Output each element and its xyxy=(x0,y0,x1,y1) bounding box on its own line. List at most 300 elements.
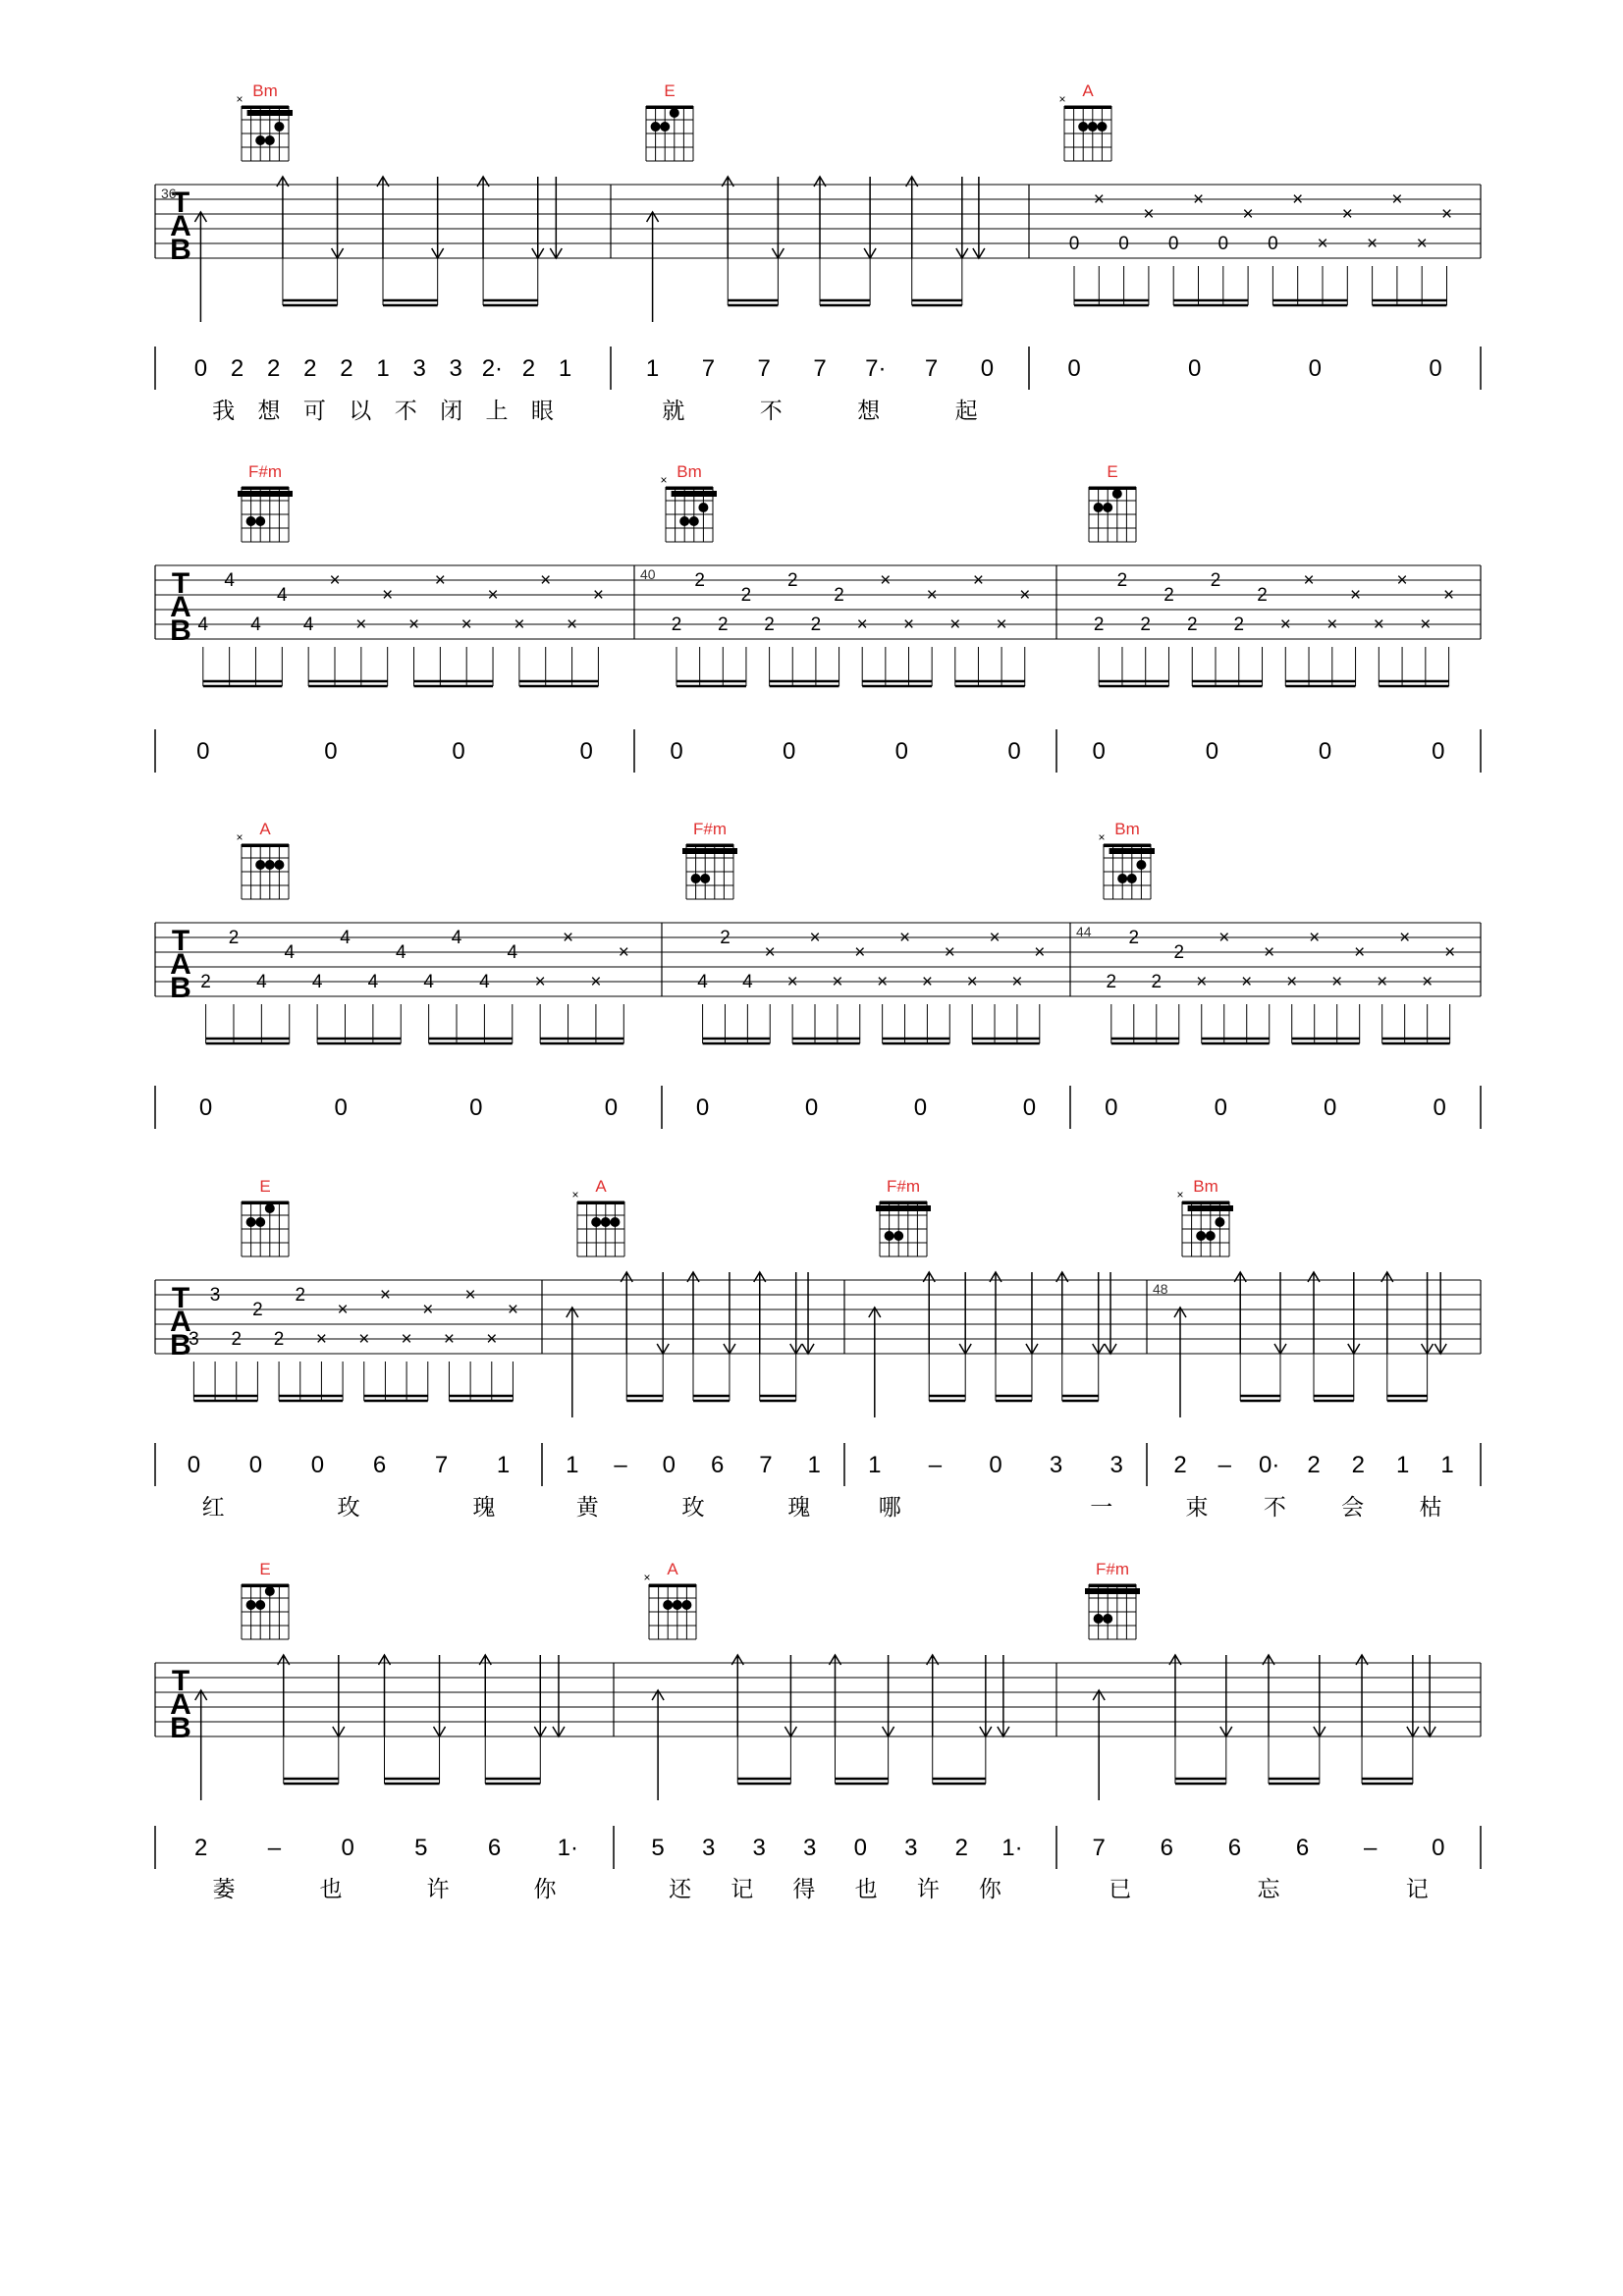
fret-number: 4 xyxy=(197,614,209,635)
jianpu-note: 0 xyxy=(196,738,210,765)
fret-number: 2 xyxy=(252,1300,263,1320)
jianpu-note: 2 xyxy=(954,1835,969,1861)
mute-marker: × xyxy=(660,473,668,487)
muted-note: × xyxy=(880,570,892,591)
mute-marker: × xyxy=(236,92,243,106)
measure-number: 40 xyxy=(640,566,656,582)
lyric-char: 不 xyxy=(394,398,417,423)
lyric-char: 束 xyxy=(1185,1494,1209,1520)
finger-dot xyxy=(1112,489,1122,499)
lyric-char: 不 xyxy=(759,398,783,423)
fret-number: 2 xyxy=(1106,972,1117,992)
jianpu-note: 0· xyxy=(1258,1452,1280,1478)
lyric-char: 瑰 xyxy=(472,1494,496,1520)
fret-number: 2 xyxy=(718,614,729,635)
chord-name: A xyxy=(259,820,271,838)
jianpu-note: 3 xyxy=(1109,1452,1123,1478)
chord-diagram xyxy=(660,462,717,542)
finger-dot xyxy=(255,135,265,145)
fret-number: 4 xyxy=(507,942,518,963)
jianpu-note: 0 xyxy=(1205,738,1219,765)
fret-number: × xyxy=(1292,189,1304,210)
barre xyxy=(1085,1588,1140,1594)
chord-name: A xyxy=(667,1560,678,1578)
jianpu-note: 1 xyxy=(558,355,572,382)
muted-note: × xyxy=(514,614,525,635)
fret-number: 4 xyxy=(311,972,323,992)
jianpu-note: 0 xyxy=(1433,1095,1446,1121)
jianpu-note: 0 xyxy=(1187,355,1202,382)
jianpu-note: 6 xyxy=(1160,1835,1173,1861)
muted-note: × xyxy=(443,1329,455,1350)
jianpu-note: 2 xyxy=(521,355,536,382)
muted-note: × xyxy=(592,585,604,606)
muted-note: × xyxy=(1303,570,1315,591)
fret-number: 2 xyxy=(786,570,798,591)
muted-note: × xyxy=(1011,972,1023,992)
jianpu-note: 0 xyxy=(782,738,796,765)
jianpu-note: 0 xyxy=(913,1095,928,1121)
jianpu-note: 0 xyxy=(1318,738,1332,765)
tab-clef: A xyxy=(170,1306,191,1338)
chord-name: F#m xyxy=(248,462,282,481)
fret-number: × xyxy=(1242,204,1254,225)
jianpu-note: 0 xyxy=(695,1095,710,1121)
finger-dot xyxy=(1136,860,1146,870)
fret-number: 4 xyxy=(395,942,406,963)
fret-number: 0 xyxy=(1068,234,1080,254)
chord-diagram xyxy=(1085,1560,1140,1639)
fret-number: 2 xyxy=(671,614,682,635)
fret-number: 2 xyxy=(200,972,211,992)
fret-number: 2 xyxy=(1257,585,1268,606)
lyric-char: 许 xyxy=(916,1876,940,1901)
finger-dot xyxy=(265,1586,275,1596)
lyric-char: 起 xyxy=(954,398,978,423)
chord-diagram xyxy=(238,462,293,542)
fret-number: × xyxy=(1192,189,1205,210)
chord-diagram xyxy=(236,81,293,161)
measure-number: 36 xyxy=(161,186,177,201)
fret-number: 0 xyxy=(1167,234,1179,254)
jianpu-note: 0 xyxy=(1324,1095,1337,1121)
muted-note: × xyxy=(534,972,546,992)
jianpu-note: 2· xyxy=(481,355,504,382)
jianpu-note: 7 xyxy=(924,355,939,382)
measure xyxy=(670,570,1030,765)
mute-marker: × xyxy=(571,1188,579,1201)
fret-number: 2 xyxy=(231,1329,243,1350)
muted-note: × xyxy=(355,614,367,635)
chord-diagram xyxy=(236,820,289,899)
muted-note: × xyxy=(1309,928,1321,948)
fret-number: 2 xyxy=(740,585,752,606)
lyric-char: 也 xyxy=(854,1876,878,1901)
chord-diagram xyxy=(1058,81,1111,161)
measure xyxy=(196,570,604,765)
finger-dot xyxy=(663,1600,673,1610)
lyric-char: 许 xyxy=(426,1876,450,1901)
jianpu-note: 0 xyxy=(193,355,208,382)
tab-clef: B xyxy=(170,234,191,266)
fret-number: 2 xyxy=(1151,972,1163,992)
fret-number: 3 xyxy=(189,1329,199,1350)
jianpu-note: – xyxy=(928,1452,943,1478)
finger-dot xyxy=(246,1600,256,1610)
barre xyxy=(682,848,737,854)
lyric-char: 就 xyxy=(662,398,685,423)
jianpu-note: 0 xyxy=(980,355,995,382)
muted-note: × xyxy=(507,1300,519,1320)
muted-note: × xyxy=(1373,614,1384,635)
jianpu-note: 6 xyxy=(372,1452,387,1478)
muted-note: × xyxy=(1341,204,1353,225)
jianpu-note: 2 xyxy=(1351,1452,1366,1478)
lyric-char: 会 xyxy=(1341,1494,1365,1520)
chord-diagram xyxy=(1089,462,1136,542)
lyric-char: 瑰 xyxy=(787,1494,811,1520)
jianpu-note: 6 xyxy=(1227,1835,1242,1861)
fret-number: 4 xyxy=(250,614,261,635)
jianpu-note: 0 xyxy=(469,1095,483,1121)
finger-dot xyxy=(274,860,284,870)
finger-dot xyxy=(698,503,708,512)
jianpu-note: – xyxy=(1217,1452,1232,1478)
finger-dot xyxy=(691,874,701,883)
jianpu-note: 2 xyxy=(303,355,317,382)
muted-note: × xyxy=(567,614,578,635)
jianpu-note: 0 xyxy=(248,1452,263,1478)
chord-name: Bm xyxy=(676,462,702,481)
muted-note: × xyxy=(379,1285,391,1306)
fret-number: 3 xyxy=(209,1285,221,1306)
jianpu-note: 0 xyxy=(1007,738,1021,765)
jianpu-note: 5 xyxy=(414,1835,428,1861)
barre xyxy=(672,491,717,497)
chord-name: A xyxy=(595,1177,607,1196)
chord-diagram xyxy=(571,1177,624,1256)
finger-dot xyxy=(1097,122,1107,132)
jianpu-note: 0 xyxy=(1022,1095,1037,1121)
finger-dot xyxy=(660,122,670,132)
lyric-char: 不 xyxy=(1263,1494,1286,1520)
finger-dot xyxy=(601,1217,611,1227)
muted-note: × xyxy=(972,570,985,591)
finger-dot xyxy=(591,1217,601,1227)
muted-note: × xyxy=(786,972,798,992)
measure xyxy=(1093,570,1455,765)
finger-dot xyxy=(1127,874,1137,883)
mute-marker: × xyxy=(236,830,243,844)
jianpu-note: 2 xyxy=(1307,1452,1321,1478)
barre xyxy=(238,491,293,497)
jianpu-note: 0 xyxy=(804,1095,819,1121)
jianpu-note: 0 xyxy=(662,1452,676,1478)
jianpu-note: 7 xyxy=(701,355,716,382)
mute-marker: × xyxy=(1176,1188,1184,1201)
lyric-char: 一 xyxy=(1090,1494,1113,1520)
jianpu-note: 0 xyxy=(1105,1095,1118,1121)
finger-dot xyxy=(1094,503,1104,512)
fret-number: 4 xyxy=(277,585,288,606)
chord-name: Bm xyxy=(252,81,278,100)
jianpu-note: 0 xyxy=(853,1835,867,1861)
muted-note: × xyxy=(1399,928,1411,948)
lyric-char: 闭 xyxy=(440,398,463,423)
chord-diagram xyxy=(1176,1177,1233,1256)
fret-number: 4 xyxy=(697,972,708,992)
chord-diagram xyxy=(242,1560,289,1639)
lyric-char: 萎 xyxy=(212,1876,236,1901)
muted-note: × xyxy=(949,614,961,635)
finger-dot xyxy=(670,108,679,118)
muted-note: × xyxy=(1317,234,1328,254)
jianpu-note: 6 xyxy=(710,1452,725,1478)
tab-clef: T xyxy=(171,1665,190,1697)
jianpu-note: 7 xyxy=(757,355,771,382)
muted-note: × xyxy=(1034,942,1046,963)
chord-name: F#m xyxy=(693,820,727,838)
jianpu-note: – xyxy=(614,1452,627,1478)
finger-dot xyxy=(681,1600,691,1610)
fret-number: 2 xyxy=(764,614,775,635)
jianpu-note: 7· xyxy=(865,355,887,382)
muted-note: × xyxy=(1422,972,1434,992)
muted-note: × xyxy=(1354,942,1366,963)
jianpu-note: 1 xyxy=(566,1452,579,1478)
muted-note: × xyxy=(898,928,911,948)
muted-note: × xyxy=(1326,614,1338,635)
jianpu-note: 3 xyxy=(752,1835,766,1861)
jianpu-note: 0 xyxy=(579,738,593,765)
jianpu-note: 0 xyxy=(310,1452,325,1478)
finger-dot xyxy=(255,1600,265,1610)
jianpu-note: 0 xyxy=(452,738,465,765)
muted-note: × xyxy=(407,614,420,635)
finger-dot xyxy=(1103,1614,1112,1624)
jianpu-note: 0 xyxy=(1429,355,1442,382)
jianpu-note: 6 xyxy=(1295,1835,1310,1861)
muted-note: × xyxy=(315,1329,327,1350)
tab-clef: A xyxy=(170,948,191,981)
lyric-char: 忘 xyxy=(1257,1876,1280,1901)
fret-number: 2 xyxy=(295,1285,306,1306)
finger-dot xyxy=(1103,503,1112,512)
jianpu-note: – xyxy=(267,1835,282,1861)
tab-clef: T xyxy=(171,187,190,219)
jianpu-note: 7 xyxy=(759,1452,773,1478)
muted-note: × xyxy=(1440,204,1453,225)
fret-number: 4 xyxy=(479,972,490,992)
finger-dot xyxy=(265,860,275,870)
jianpu-note: 1· xyxy=(557,1835,578,1861)
finger-dot xyxy=(673,1600,682,1610)
lyric-char: 以 xyxy=(349,398,372,423)
jianpu-note: 5 xyxy=(651,1835,665,1861)
barre xyxy=(1109,848,1155,854)
jianpu-note: 7 xyxy=(434,1452,449,1478)
muted-note: × xyxy=(989,928,1001,948)
chord-name: E xyxy=(1107,462,1118,481)
system-row xyxy=(155,462,1481,773)
muted-note: × xyxy=(944,942,955,963)
muted-note: × xyxy=(856,614,868,635)
finger-dot xyxy=(1215,1217,1224,1227)
finger-dot xyxy=(885,1231,894,1241)
jianpu-note: 2 xyxy=(1173,1452,1187,1478)
jianpu-note: 0 xyxy=(324,738,338,765)
jianpu-note: 1 xyxy=(1395,1452,1410,1478)
jianpu-note: 0 xyxy=(1092,738,1106,765)
fret-number: 2 xyxy=(1186,614,1198,635)
fret-number: 2 xyxy=(694,570,705,591)
lyric-char: 上 xyxy=(485,398,509,423)
lyric-char: 眼 xyxy=(530,398,554,423)
muted-note: × xyxy=(486,1329,498,1350)
muted-note: × xyxy=(1286,972,1298,992)
jianpu-note: 0 xyxy=(670,738,683,765)
fret-number: 2 xyxy=(228,928,240,948)
finger-dot xyxy=(246,1217,256,1227)
tab-clef: T xyxy=(171,567,190,600)
jianpu-note: 1 xyxy=(645,355,660,382)
fret-number: 4 xyxy=(284,942,296,963)
fret-number: 2 xyxy=(1173,942,1185,963)
chord-name: F#m xyxy=(887,1177,920,1196)
fret-number: 2 xyxy=(1128,928,1140,948)
measure-number: 48 xyxy=(1153,1281,1168,1297)
tab-clef: T xyxy=(171,1282,190,1314)
jianpu-note: 3 xyxy=(1049,1452,1063,1478)
jianpu-note: 2 xyxy=(230,355,244,382)
lyric-char: 已 xyxy=(1109,1876,1132,1901)
muted-note: × xyxy=(487,585,499,606)
lyric-char: 也 xyxy=(319,1876,343,1901)
finger-dot xyxy=(265,135,275,145)
lyric-char: 枯 xyxy=(1419,1494,1442,1520)
lyric-char: 可 xyxy=(302,398,326,423)
jianpu-note: 3 xyxy=(449,355,462,382)
fret-number: 2 xyxy=(273,1329,285,1350)
finger-dot xyxy=(246,516,256,526)
muted-note: × xyxy=(1396,570,1408,591)
mute-marker: × xyxy=(643,1571,651,1584)
jianpu-note: 3 xyxy=(803,1835,817,1861)
system-row xyxy=(155,81,1481,423)
muted-note: × xyxy=(382,585,394,606)
chord-diagram xyxy=(876,1177,931,1256)
muted-note: × xyxy=(1367,234,1379,254)
muted-note: × xyxy=(1279,614,1291,635)
jianpu-note: 0 xyxy=(1067,355,1081,382)
fret-number: 0 xyxy=(1268,234,1278,254)
fret-number: × xyxy=(1143,204,1155,225)
jianpu-note: – xyxy=(1364,1835,1378,1861)
chord-diagram xyxy=(1098,820,1155,899)
lyric-char: 你 xyxy=(533,1876,557,1901)
tab-clef: A xyxy=(170,1688,191,1721)
jianpu-note: 0 xyxy=(604,1095,619,1121)
finger-dot xyxy=(893,1231,903,1241)
muted-note: × xyxy=(854,942,866,963)
fret-number: 2 xyxy=(1116,570,1128,591)
jianpu-note: 1 xyxy=(376,355,390,382)
jianpu-note: 3 xyxy=(904,1835,918,1861)
muted-note: × xyxy=(464,1285,476,1306)
fret-number: 4 xyxy=(340,928,351,948)
measure-number: 44 xyxy=(1076,924,1092,939)
muted-note: × xyxy=(590,972,602,992)
jianpu-note: 1 xyxy=(807,1452,821,1478)
chord-name: Bm xyxy=(1193,1177,1218,1196)
fret-number: 2 xyxy=(1163,585,1174,606)
chord-name: E xyxy=(259,1177,271,1196)
lyric-char: 玫 xyxy=(681,1494,705,1520)
fret-number: 4 xyxy=(742,972,753,992)
chord-name: A xyxy=(1082,81,1094,100)
fret-number: × xyxy=(1093,189,1105,210)
measure xyxy=(1105,928,1455,1121)
muted-note: × xyxy=(921,972,933,992)
jianpu-note: 1· xyxy=(1001,1835,1023,1861)
fret-number: 2 xyxy=(810,614,822,635)
jianpu-note: 0 xyxy=(198,1095,213,1121)
chord-diagram xyxy=(242,1177,289,1256)
jianpu-note: 0 xyxy=(341,1835,354,1861)
jianpu-note: 7 xyxy=(1092,1835,1106,1861)
fret-number: 2 xyxy=(1093,614,1105,635)
fret-number: 4 xyxy=(256,972,267,992)
muted-note: × xyxy=(1350,585,1362,606)
finger-dot xyxy=(610,1217,620,1227)
finger-dot xyxy=(255,860,265,870)
finger-dot xyxy=(255,1217,265,1227)
fret-number: 2 xyxy=(1233,614,1245,635)
lyric-char: 我 xyxy=(212,398,236,423)
chord-name: Bm xyxy=(1114,820,1140,838)
muted-note: × xyxy=(540,570,552,591)
jianpu-note: 0 xyxy=(989,1452,1002,1478)
tab-clef: T xyxy=(171,925,190,957)
lyric-char: 想 xyxy=(257,398,281,423)
tab-clef: B xyxy=(170,614,191,647)
measure xyxy=(199,928,629,1121)
chord-diagram xyxy=(643,1560,696,1639)
muted-note: × xyxy=(460,614,472,635)
fret-number: 0 xyxy=(1118,234,1129,254)
tab-clef: B xyxy=(170,1329,191,1362)
jianpu-note: 0 xyxy=(1432,1835,1445,1861)
muted-note: × xyxy=(966,972,978,992)
measure xyxy=(1067,189,1452,382)
jianpu-note: 2 xyxy=(194,1835,208,1861)
muted-note: × xyxy=(1241,972,1253,992)
measure xyxy=(696,928,1045,1121)
jianpu-note: 0 xyxy=(1432,738,1445,765)
finger-dot xyxy=(274,122,284,132)
chord-diagram xyxy=(646,81,693,161)
chord-name: F#m xyxy=(1096,1560,1129,1578)
muted-note: × xyxy=(832,972,843,992)
muted-note: × xyxy=(358,1329,370,1350)
chord-name: E xyxy=(259,1560,271,1578)
finger-dot xyxy=(1117,874,1127,883)
muted-note: × xyxy=(329,570,341,591)
finger-dot xyxy=(1088,122,1098,132)
barre xyxy=(1188,1205,1233,1211)
finger-dot xyxy=(1196,1231,1206,1241)
muted-note: × xyxy=(764,942,776,963)
